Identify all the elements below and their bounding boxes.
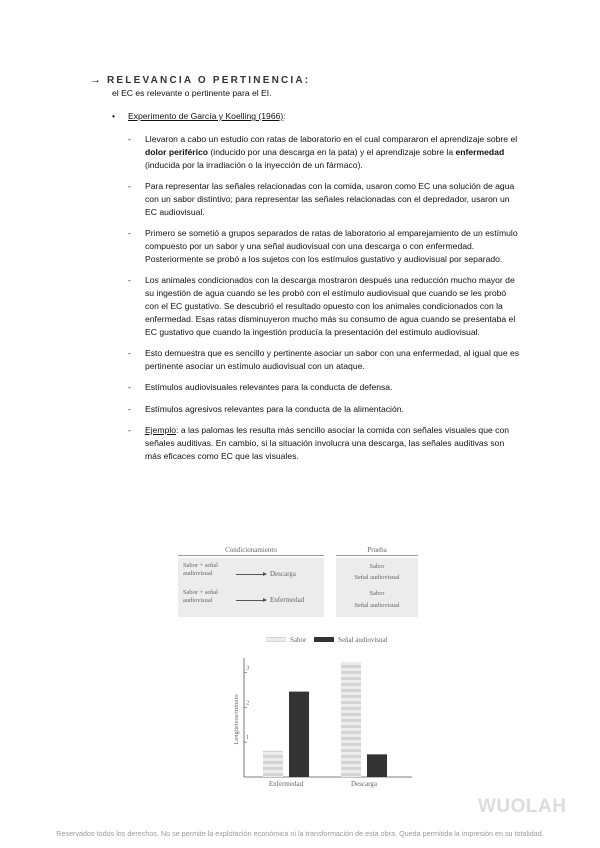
item-text: (inducida por la irradiación o la inyección de un fármaco). [145,159,363,170]
item-text: Estímulos agresivos relevantes para la conducta de la alimentación. [145,403,404,414]
x-tick-label: Descarga [351,780,377,788]
arrow-icon: → [90,74,101,86]
legend-label: Señal audiovisual [338,636,388,644]
stimulus-line: Sabor + señal [183,562,218,569]
section-heading [90,74,310,87]
dash-marker: - [128,403,131,414]
item-text: Llevaron a cabo un estudio con ratas de laboratorio en el cual compararon el aprendizaje sobre el [145,134,518,144]
bar-sabor [263,751,283,777]
item-text: Para representar las señales relacionadas con la comida, usaron como EC una solución de agua con un sabor distintivo; para representar las señales relacionadas con el depredador, usaron un EC audiovisual. [145,181,515,217]
item-text: Los animales condicionados con la descarga mostraron después una reducción mucho mayor de su ingestión de agua cuando se les probó con el estímulo audiovisual que cuando se les probó con el EC gustativo. Se descubrió el resultado opuesto con los animales condicionados con la enfermedad. Esas ratas disminuyeron mucho más su consumo de agua cuando se presentaba el EC gustativo que cuando la ingestión producía la presentación del estímulo audiovisual. [145,275,516,337]
legend-swatch [266,637,286,642]
item-text: Estímulos audiovisuales relevantes para la conducta de defensa. [145,382,393,393]
section-subtitle: el EC es relevante o pertinente para el EI. [112,88,272,98]
stimulus-line: audiovisual [183,570,213,577]
example-label: Ejemplo [145,425,177,436]
stimulus-line: audiovisual [183,597,213,604]
item-bold: dolor periférico [145,146,209,157]
arrow-icon [236,574,266,575]
section-title: RELEVANCIA O PERTINENCIA: [107,75,311,86]
dash-marker: - [128,348,131,359]
chart-labels [269,780,378,788]
list-item [128,180,520,219]
dash-marker: - [128,382,131,393]
chart-bars [263,662,387,777]
list-item [128,227,520,266]
dash-marker: - [128,228,131,239]
conditioning-header: Condicionamiento [225,546,277,554]
item-text: Primero se sometió a grupos separados de ratas de laboratorio al emparejamiento de un estímulo compuesto por un sabor y una señal audiovisual con una descarga o con enfermedad. Posteriormente se probó a los sujetos con los estímulos gustativo y audiovisual por separado. [145,228,518,265]
legend-swatch [314,637,334,642]
bar-sabor [341,662,361,777]
list-item [128,424,520,463]
experiment-colon: : [283,111,286,121]
list-item [128,403,520,416]
wuolah-logo: WUOLAH [478,796,567,817]
y-tick-label: 1 [246,734,250,742]
stimulus-label [183,589,218,605]
test-label: Sabor [369,563,385,570]
item-bold: enfermedad [455,146,505,157]
chart-legend [266,636,388,644]
y-tick-label: 2 [246,699,250,707]
licks-bar-chart [222,632,418,790]
bar-señal-audiovisual [289,692,309,777]
y-axis-label: Lengüeteos/minuto [233,694,240,745]
dash-marker: - [128,181,131,192]
x-tick-label: Enfermedad [268,780,304,788]
legend-label: Sabor [290,636,307,644]
bar-señal-audiovisual [367,754,387,777]
arrow-icon [236,600,266,601]
experiment-title: Experimento de García y Koelling (1966) [128,111,284,121]
list-item [128,381,520,394]
item-text: Esto demuestra que es sencillo y pertinente asociar un sabor con una enfermedad, al igual que es pertinente asociar un estímulo audiovisual con un ataque. [145,348,520,372]
test-label: Señal audiovisual [354,602,400,609]
experiment-design-figure [178,546,418,618]
outcome-label: Enfermedad [270,596,305,604]
test-label: Señal audiovisual [354,574,400,581]
header-rule [178,555,324,556]
stimulus-line: Sabor + señal [183,589,218,596]
item-text: (inducido por una descarga en la pata) y el aprendizaje sobre la [208,146,456,157]
copyright-footer: Reservados todos los derechos. No se permite la explotación económica ni la transformación de esta obra. Queda permitida la impresión en su totalidad. [56,829,544,838]
experiment-bullet [112,111,286,121]
list-item [128,347,520,373]
test-header: Prueba [367,546,387,554]
test-label: Sabor [369,590,385,597]
item-text: : a las palomas les resulta más sencillo asociar la comida con señales visuales que con señales auditivas. En cambio, si la situación involucra una descarga, las señales auditivas son más eficaces como EC que las visuales. [145,425,509,461]
bullet-icon: • [112,111,116,121]
dash-marker: - [128,275,131,286]
stimulus-label [183,562,218,578]
header-rule [336,555,418,556]
dash-marker: - [128,134,131,144]
list-item [128,133,520,172]
dash-marker: - [128,425,131,436]
y-tick-label: 3 [246,664,250,672]
experiment-details-list [128,133,520,471]
outcome-label: Descarga [270,570,296,578]
list-item [128,274,520,339]
